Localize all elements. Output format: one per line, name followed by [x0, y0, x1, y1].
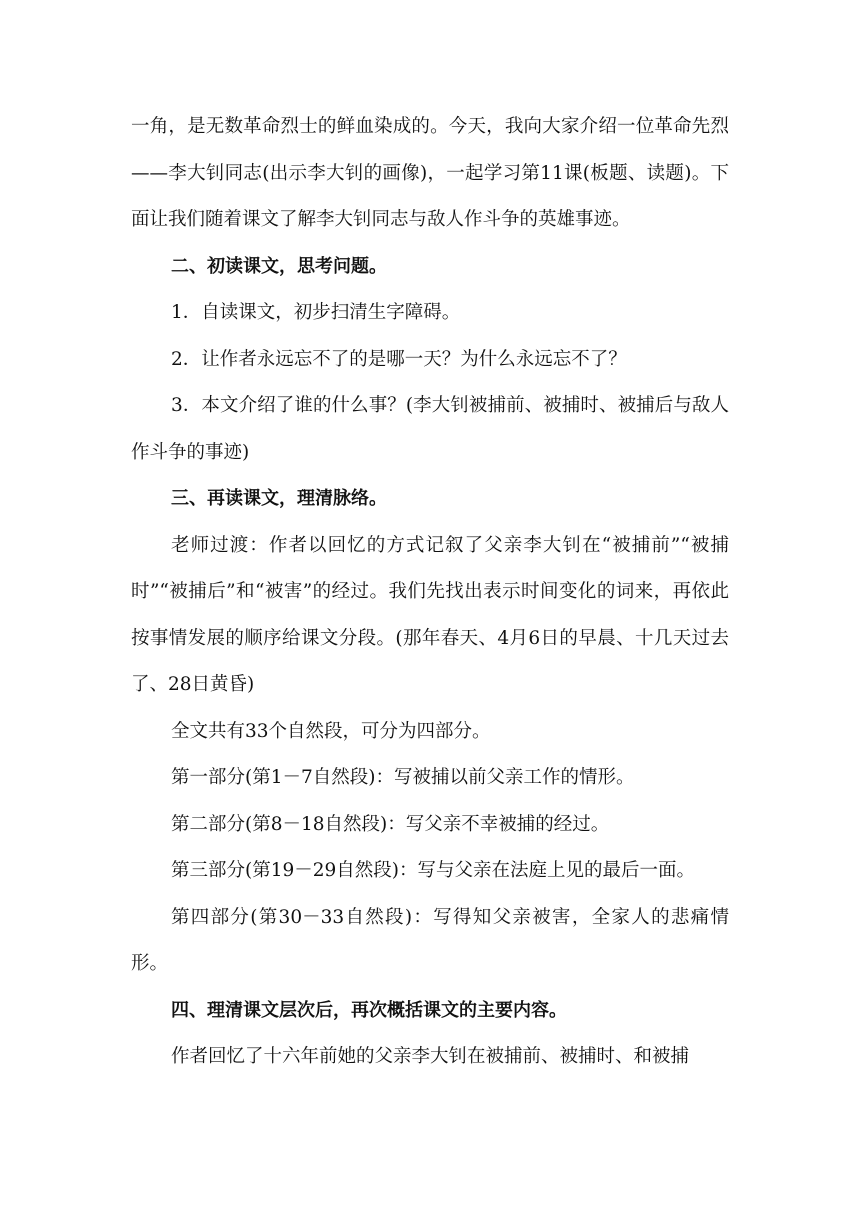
part-3: 第三部分(第19－29自然段)：写与父亲在法庭上见的最后一面。 [171, 860, 696, 881]
question-2: 2．让作者永远忘不了的是哪一天？为什么永远忘不了？ [171, 348, 627, 370]
part-4: 第四部分(第30－33自然段)：写得知父亲被害，全家人的悲痛情形。 [131, 906, 729, 974]
part-1: 第一部分(第1－7自然段)：写被捕以前父亲工作的情形。 [171, 767, 635, 788]
section-heading-3: 三、再读课文，理清脉络。 [171, 488, 387, 509]
part-2: 第二部分(第8－18自然段)：写父亲不幸被捕的经过。 [171, 813, 610, 835]
section-heading-4: 四、理清课文层次后，再次概括课文的主要内容。 [171, 999, 567, 1021]
summary-paragraph: 作者回忆了十六年前她的父亲李大钊在被捕前、被捕时、和被捕 [171, 1046, 690, 1067]
document-body [131, 104, 729, 1081]
paragraph-count: 全文共有33个自然段，可分为四部分。 [171, 720, 491, 742]
paragraph-intro: 一角，是无数革命烈士的鲜血染成的。今天，我向大家介绍一位革命先烈——李大钊同志(出示李大钊的画像)，一起学习第11课(板题、读题)。下面让我们随着课文了解李大钊同志与敌人作斗争的英雄事迹。 [131, 116, 729, 230]
question-3: 3．本文介绍了谁的什么事？(李大钊被捕前、被捕时、被捕后与敌人作斗争的事迹) [131, 395, 729, 463]
question-1: 1．自读课文，初步扫清生字障碍。 [171, 302, 461, 323]
teacher-transition: 老师过渡：作者以回忆的方式记叙了父亲李大钊在“被捕前”“被捕时”“被捕后”和“被害”的经过。我们先找出表示时间变化的词来，再依此按事情发展的顺序给课文分段。(那年春天、4月6日的早晨、十几天过去了、28日黄昏) [131, 534, 729, 695]
section-heading-2: 二、初读课文，思考问题。 [171, 255, 387, 277]
